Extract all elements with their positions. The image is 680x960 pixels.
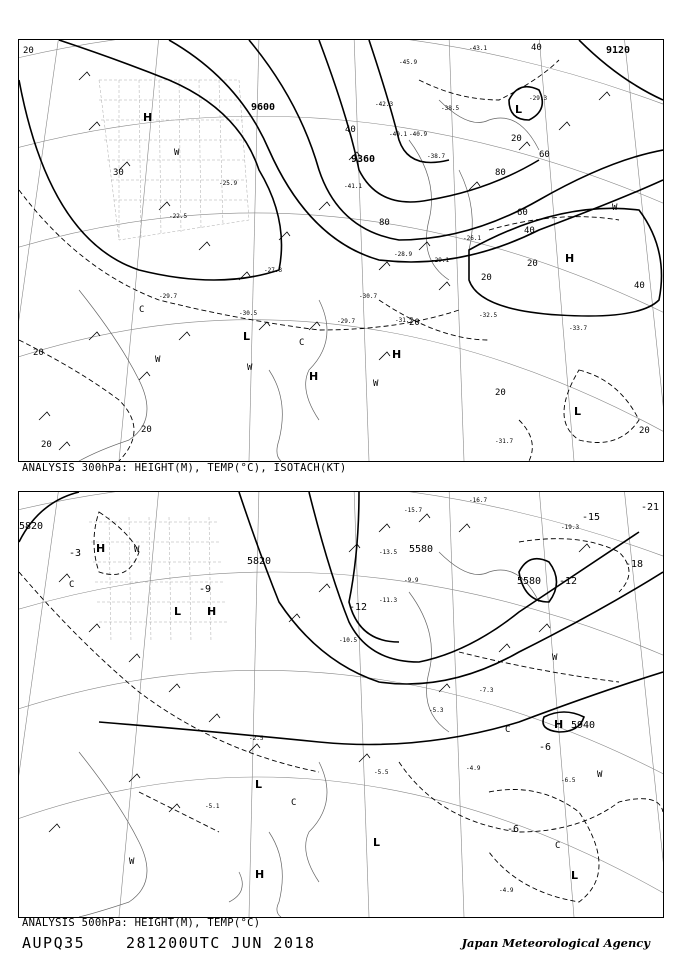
panel-caption-500hpa: ANALYSIS 500hPa: HEIGHT(M), TEMP(°C) bbox=[22, 917, 261, 929]
height-label: 5820 bbox=[19, 521, 44, 532]
panel-caption-300hpa: ANALYSIS 300hPa: HEIGHT(M), TEMP(°C), ISOTACH(KT) bbox=[22, 462, 347, 474]
wind-barbs bbox=[49, 514, 590, 832]
isotach-label: 30 bbox=[113, 168, 124, 178]
isotach-label: 40 bbox=[524, 226, 535, 236]
map-panel-300hpa bbox=[18, 39, 664, 462]
map-300hpa-svg bbox=[19, 40, 663, 461]
warm-marker: W bbox=[612, 203, 618, 213]
high-pressure-marker: H bbox=[392, 348, 402, 361]
temp-label: -31.7 bbox=[495, 438, 514, 445]
temp-contour-label: -9 bbox=[199, 584, 212, 595]
isotach-label: 80 bbox=[495, 168, 506, 178]
temp-label: -5.1 bbox=[205, 803, 220, 810]
temp-contour-label: -18 bbox=[625, 559, 644, 570]
temp-label: -30.7 bbox=[359, 293, 378, 300]
temp-label: -10.5 bbox=[339, 637, 358, 644]
high-pressure-marker: H bbox=[565, 252, 575, 265]
cold-marker: C bbox=[555, 841, 561, 851]
warm-marker: W bbox=[373, 379, 379, 389]
temp-label: -41.1 bbox=[344, 183, 363, 190]
isotach-label: 80 bbox=[379, 218, 390, 228]
temp-label: -5.3 bbox=[429, 707, 444, 714]
height-label: 9600 bbox=[251, 102, 276, 113]
height-label: 5580 bbox=[409, 544, 434, 555]
high-pressure-marker: H bbox=[207, 605, 217, 618]
temp-label: -38.5 bbox=[441, 105, 460, 112]
temp-label: -19.3 bbox=[561, 524, 580, 531]
warm-marker: W bbox=[247, 363, 253, 373]
high-pressure-marker: H bbox=[143, 111, 153, 124]
isotach-label: 60 bbox=[517, 208, 528, 218]
temp-label: -30.5 bbox=[239, 310, 258, 317]
temp-label: -29.7 bbox=[159, 293, 178, 300]
temp-label: -7.3 bbox=[479, 687, 494, 694]
isotach-label: 20 bbox=[495, 388, 506, 398]
temp-label: -28.9 bbox=[394, 251, 413, 258]
temp-label: -4.9 bbox=[466, 765, 481, 772]
temp-label: -5.5 bbox=[374, 769, 389, 776]
temp-contours bbox=[19, 512, 663, 902]
isotach-label: 20 bbox=[33, 348, 44, 358]
valid-time: 281200UTC JUN 2018 bbox=[126, 934, 316, 952]
isotach-label: 40 bbox=[634, 281, 645, 291]
high-pressure-marker: H bbox=[309, 370, 319, 383]
temp-label: -31.7 bbox=[395, 317, 414, 324]
temp-contour-label: -12 bbox=[349, 602, 368, 613]
isotach-label: 20 bbox=[511, 134, 522, 144]
temp-label: -13.5 bbox=[379, 549, 398, 556]
height-label: 5580 bbox=[517, 576, 542, 587]
isotach-label: 20 bbox=[527, 259, 538, 269]
temp-label: -4.9 bbox=[499, 887, 514, 894]
temp-label: -9.9 bbox=[404, 577, 419, 584]
temp-label: -40.1 bbox=[389, 131, 408, 138]
temp-label: -25.9 bbox=[219, 180, 238, 187]
isotach-label: 40 bbox=[345, 125, 356, 135]
high-pressure-marker: H bbox=[554, 718, 564, 731]
chart-id: AUPQ35 bbox=[22, 934, 86, 952]
cold-marker: C bbox=[69, 580, 75, 590]
low-pressure-marker: L bbox=[255, 778, 263, 791]
height-contours bbox=[19, 40, 663, 316]
temp-label: -6.5 bbox=[561, 777, 576, 784]
temp-label: -43.1 bbox=[469, 45, 488, 52]
warm-marker: W bbox=[134, 545, 140, 555]
temp-contour-label: -15 bbox=[582, 512, 601, 523]
cold-marker: C bbox=[291, 798, 297, 808]
low-pressure-marker: L bbox=[243, 330, 251, 343]
isotach-label: 60 bbox=[539, 150, 550, 160]
warm-marker: W bbox=[155, 355, 161, 365]
warm-marker: W bbox=[552, 653, 558, 663]
low-pressure-marker: L bbox=[373, 836, 381, 849]
isotach-label: 20 bbox=[141, 425, 152, 435]
isotach-label: 40 bbox=[531, 43, 542, 53]
isotach-label: 20 bbox=[41, 440, 52, 450]
height-label: 9120 bbox=[606, 45, 631, 56]
height-label: 5940 bbox=[571, 720, 596, 731]
temp-contour-label: -6 bbox=[507, 824, 520, 835]
temp-label: -38.7 bbox=[427, 153, 446, 160]
temp-contour-label: -21 bbox=[641, 502, 660, 513]
temp-label: -33.7 bbox=[569, 325, 588, 332]
height-label: 5820 bbox=[247, 556, 272, 567]
isotach-label: 20 bbox=[409, 318, 420, 328]
temp-label: -11.3 bbox=[379, 597, 398, 604]
temp-label: -32.5 bbox=[479, 312, 498, 319]
cold-marker: C bbox=[505, 725, 511, 735]
temp-label: -29.1 bbox=[431, 257, 450, 264]
temp-label: -26.1 bbox=[463, 235, 482, 242]
cold-marker: C bbox=[299, 338, 305, 348]
high-pressure-marker: H bbox=[255, 868, 265, 881]
low-pressure-marker: L bbox=[574, 405, 582, 418]
temp-label: -40.9 bbox=[409, 131, 428, 138]
low-pressure-marker: L bbox=[571, 869, 579, 882]
low-pressure-marker: L bbox=[515, 103, 523, 116]
temp-contour-label: -12 bbox=[559, 576, 578, 587]
high-pressure-marker: H bbox=[96, 542, 106, 555]
low-pressure-marker: L bbox=[174, 605, 182, 618]
warm-marker: W bbox=[597, 770, 603, 780]
temp-label: -22.5 bbox=[169, 213, 188, 220]
height-label: 9360 bbox=[351, 154, 376, 165]
temp-label: -15.7 bbox=[404, 507, 423, 514]
isotach-label: 20 bbox=[639, 426, 650, 436]
temp-label: -16.7 bbox=[469, 497, 488, 504]
temp-label: -2.5 bbox=[249, 735, 264, 742]
temp-label: -29.7 bbox=[337, 318, 356, 325]
temp-label: -45.9 bbox=[399, 59, 418, 66]
temp-contour-label: -6 bbox=[539, 742, 552, 753]
warm-marker: W bbox=[129, 857, 135, 867]
cold-marker: C bbox=[139, 305, 145, 315]
map-500hpa-svg bbox=[19, 492, 663, 917]
map-panel-500hpa bbox=[18, 491, 664, 918]
isotach-label: 20 bbox=[23, 46, 34, 56]
isotach-label: 20 bbox=[481, 273, 492, 283]
temp-contour-label: -3 bbox=[69, 548, 82, 559]
agency-name: Japan Meteorological Agency bbox=[461, 936, 650, 950]
warm-marker: W bbox=[174, 148, 180, 158]
temp-label: -29.3 bbox=[529, 95, 548, 102]
temp-label: -27.3 bbox=[264, 267, 283, 274]
temp-label: -42.3 bbox=[375, 101, 394, 108]
